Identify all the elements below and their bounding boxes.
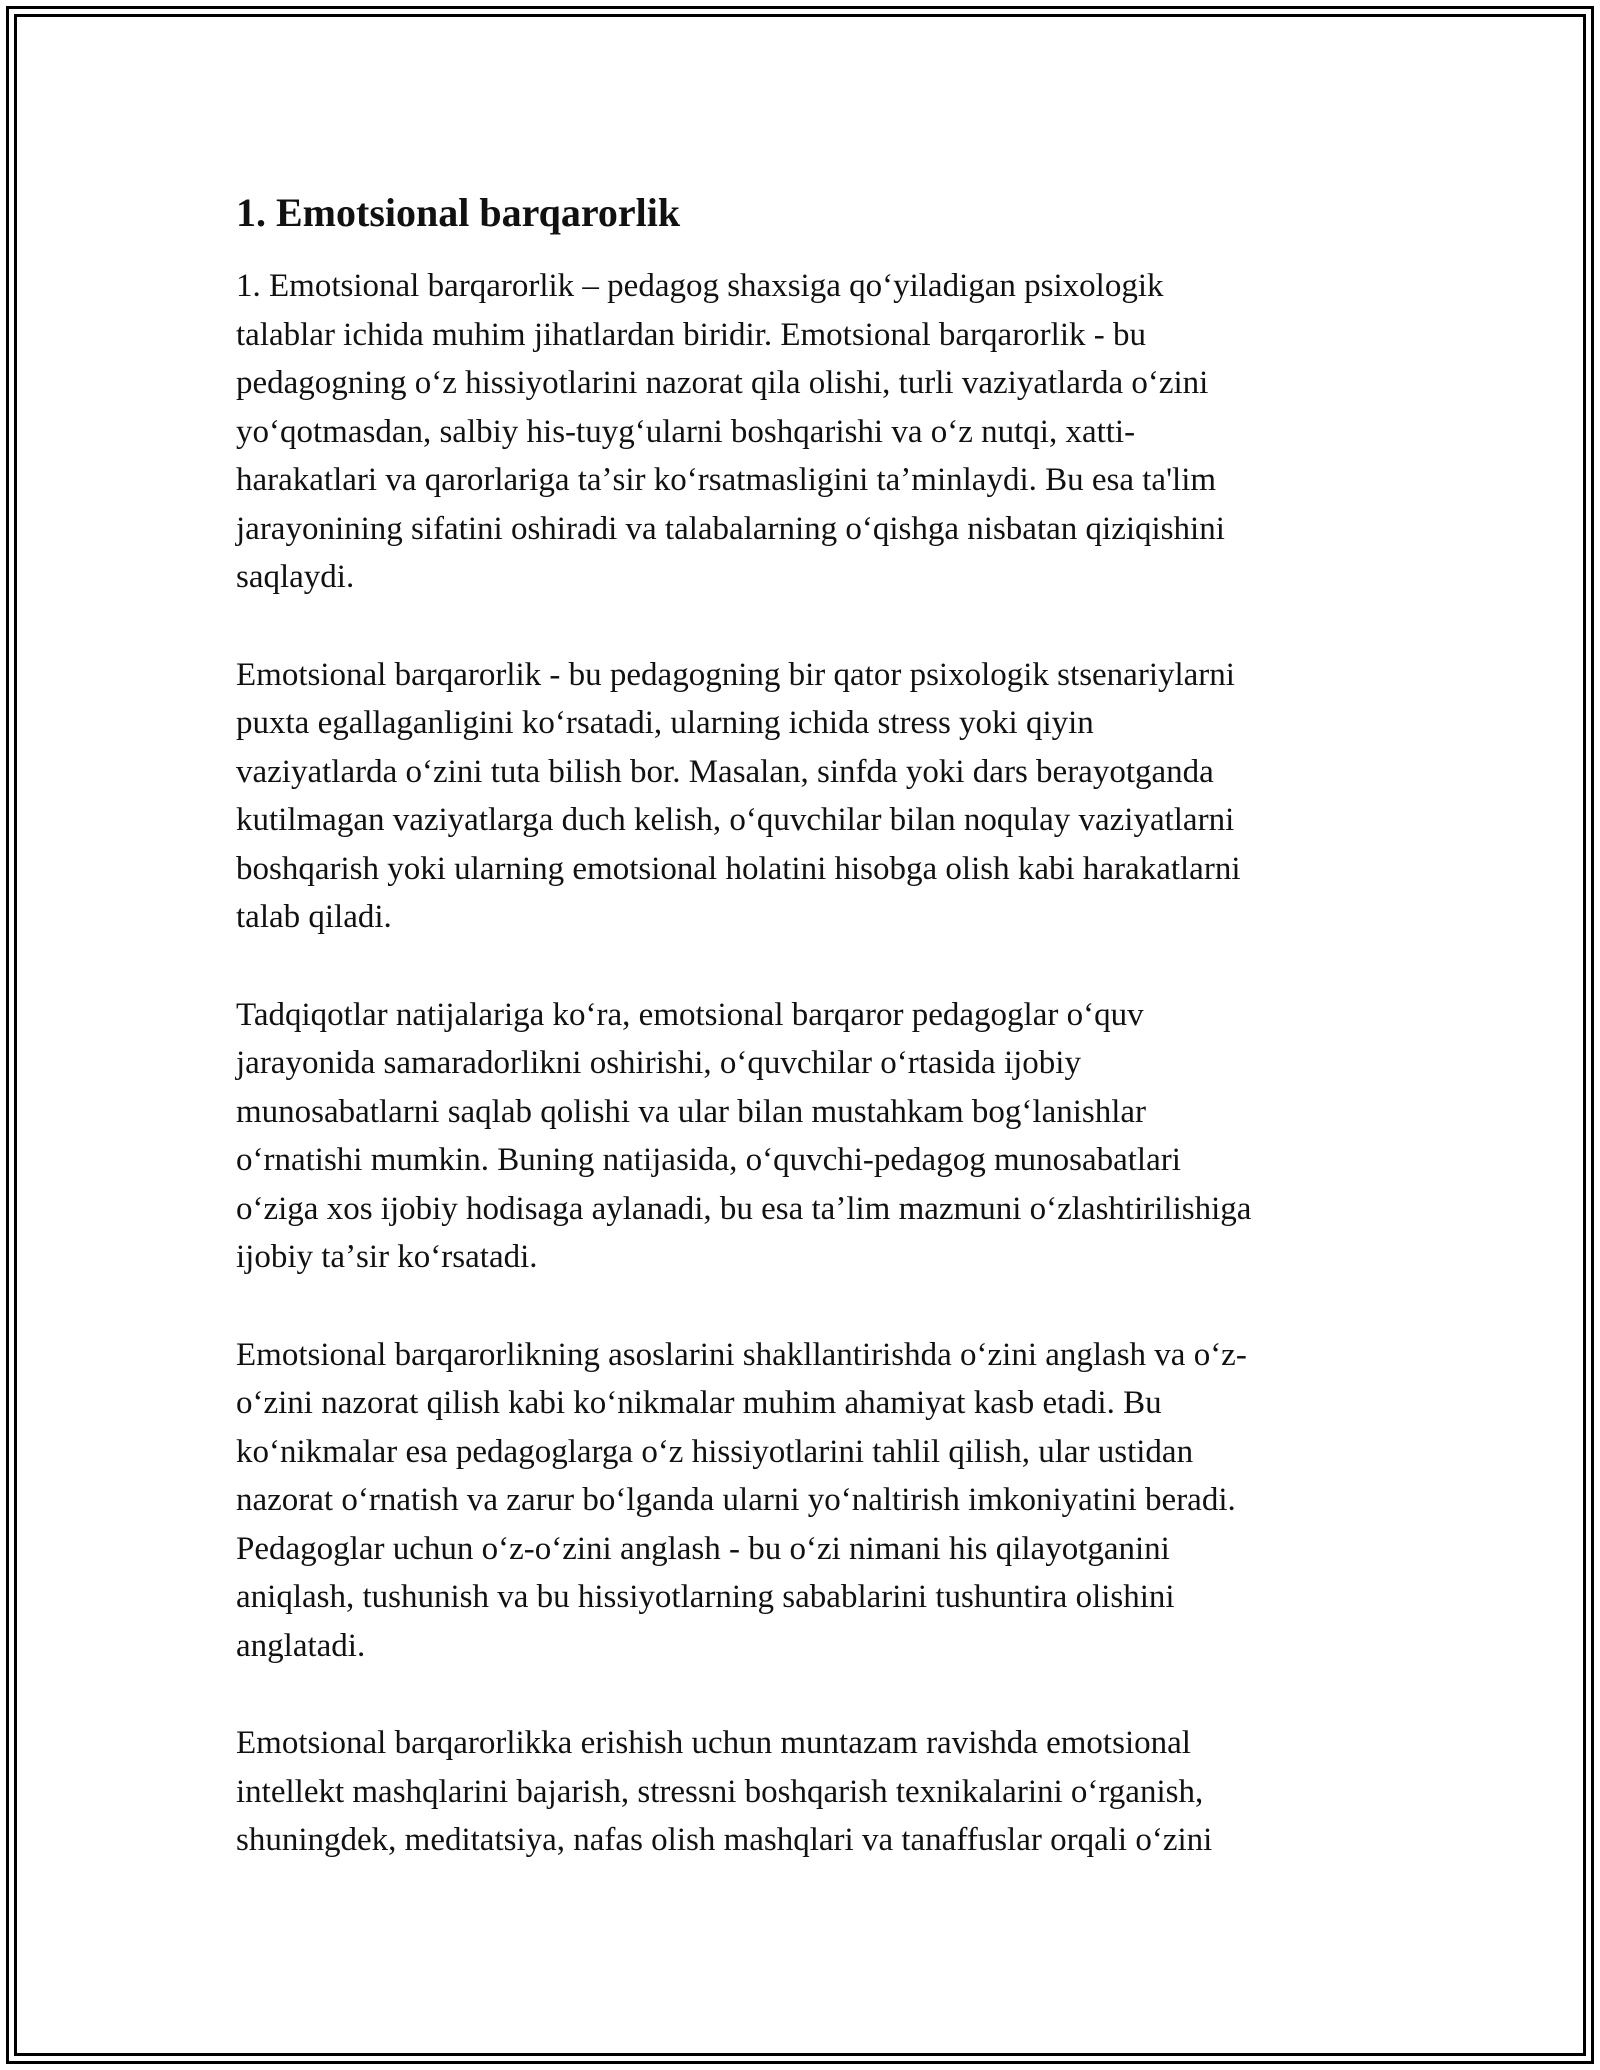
paragraph-2: Emotsional barqarorlik - bu pedagogning bir qator psixologik stsenariylarni puxta egallaganligini koʻrsatadi, ularning ichida stress yoki qiyin vaziyatlarda oʻzini tuta bilish bor. Masalan, sinfda yoki dars berayotganda kutilmagan vaziyatlarga duch kelish, oʻquvchilar bilan noqulay vaziyatlarni boshqarish yoki ularning emotsional holatini hisobga olish kabi harakatlarni talab qiladi.: [236, 656, 1241, 935]
paragraph-5: Emotsional barqarorlikka erishish uchun muntazam ravishda emotsional intellekt mashqlarini bajarish, stressni boshqarish texnikalarini oʻrganish, shuningdek, meditatsiya, nafas olish mashqlari va tanaffuslar orqali oʻzini: [236, 1725, 1213, 1858]
document-title: 1. Emotsional barqarorlik: [236, 190, 681, 235]
paragraph-4: Emotsional barqarorlikning asoslarini shakllantirishda oʻzini anglash va oʻz- oʻzini nazorat qilish kabi koʻnikmalar muhim ahamiyat kasb etadi. Bu koʻnikmalar esa pedagoglarga oʻz hissiyotlarini tahlil qilish, ular ustidan nazorat oʻrnatish va zarur boʻlganda ularni yoʻnaltirish imkoniyatini beradi. Pedagoglar uchun oʻz-oʻzini anglash - bu oʻzi nimani his qilayotganini aniqlash, tushunish va bu hissiyotlarning sabablarini tushuntira olishini anglatadi.: [236, 1336, 1247, 1664]
paragraph-3: Tadqiqotlar natijalariga koʻra, emotsional barqaror pedagoglar oʻquv jarayonida samaradorlikni oshirishi, oʻquvchilar oʻrtasida ijobiy munosabatlarni saqlab qolishi va ular bilan mustahkam bogʻlanishlar oʻrnatishi mumkin. Buning natijasida, oʻquvchi-pedagog munosabatlari oʻziga xos ijobiy hodisaga aylanadi, bu esa taʼlim mazmuni oʻzlashtirilishiga ijobiy taʼsir koʻrsatadi.: [236, 996, 1252, 1275]
document-body: [236, 188, 1376, 1914]
paragraph-1: 1. Emotsional barqarorlik – pedagog shaxsiga qoʻyiladigan psixologik talablar ichida muhim jihatlardan biridir. Emotsional barqarorlik - bu pedagogning oʻz hissiyotlarini nazorat qila olishi, turli vaziyatlarda oʻzini yoʻqotmasdan, salbiy his-tuygʻularni boshqarishi va oʻz nutqi, xatti- harakatlari va qarorlariga taʼsir koʻrsatmasligini taʼminlaydi. Bu esa ta'lim jarayonining sifatini oshiradi va talabalarning oʻqishga nisbatan qiziqishini saqlaydi.: [236, 268, 1225, 595]
